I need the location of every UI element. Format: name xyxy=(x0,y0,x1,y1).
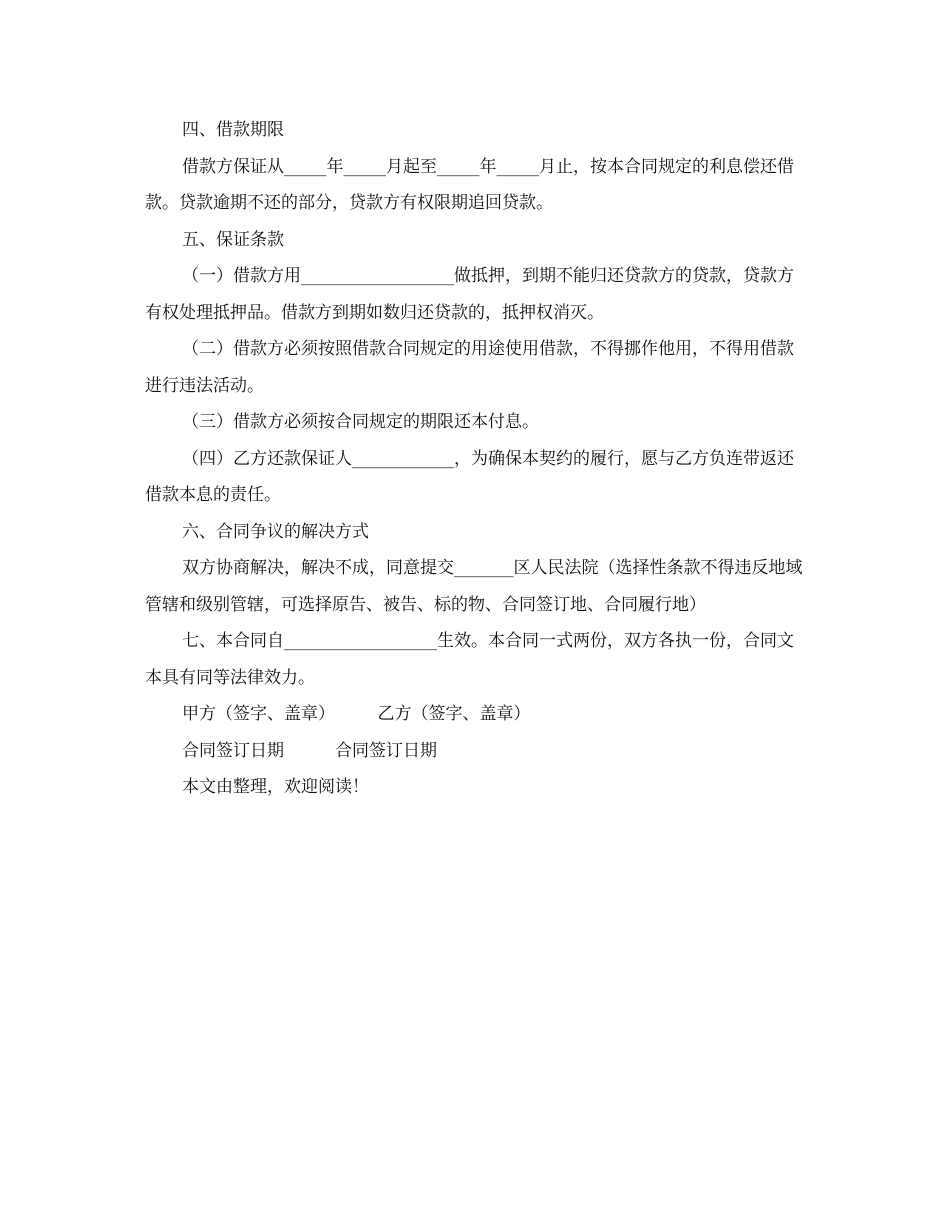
dispute-clause: 双方协商解决，解决不成，同意提交_______区人民法院（选择性条款不得违反地域管辖和级别管辖，可选择原告、被告、标的物、合同签订地、合同履行地） xyxy=(145,558,803,615)
section-heading-dispute: 六、合同争议的解决方式 xyxy=(182,521,369,542)
section-heading-guarantee: 五、保证条款 xyxy=(182,229,284,250)
guarantee-clause-3: （三）借款方必须按合同规定的期限还本付息。 xyxy=(182,412,539,432)
guarantee-clause-4: （四）乙方还款保证人____________，为确保本契约的履行，愿与乙方负连带返还借款本息的责任。 xyxy=(145,448,794,505)
loan-term-clause: 借款方保证从_____年_____月起至_____年_____月止，按本合同规定的利息偿还借款。贷款逾期不还的部分，贷款方有权限期追回贷款。 xyxy=(145,156,794,213)
guarantee-clause-2: （二）借款方必须按照借款合同规定的用途使用借款，不得挪作他用，不得用借款进行违法活动。 xyxy=(145,339,794,396)
document-body xyxy=(145,112,805,806)
signature-parties: 甲方（签字、盖章） 乙方（签字、盖章） xyxy=(182,704,531,724)
section-heading-loan-term: 四、借款期限 xyxy=(182,120,284,140)
effective-clause: 七、本合同自__________________生效。本合同一式两份，双方各执一份，合同文本具有同等法律效力。 xyxy=(145,631,794,688)
guarantee-clause-1: （一）借款方用__________________做抵押，到期不能归还贷款方的贷款，贷款方有权处理抵押品。借款方到期如数归还贷款的，抵押权消灭。 xyxy=(145,266,794,323)
closing-note: 本文由整理，欢迎阅读！ xyxy=(182,777,369,797)
signature-dates: 合同签订日期 合同签订日期 xyxy=(182,740,437,761)
